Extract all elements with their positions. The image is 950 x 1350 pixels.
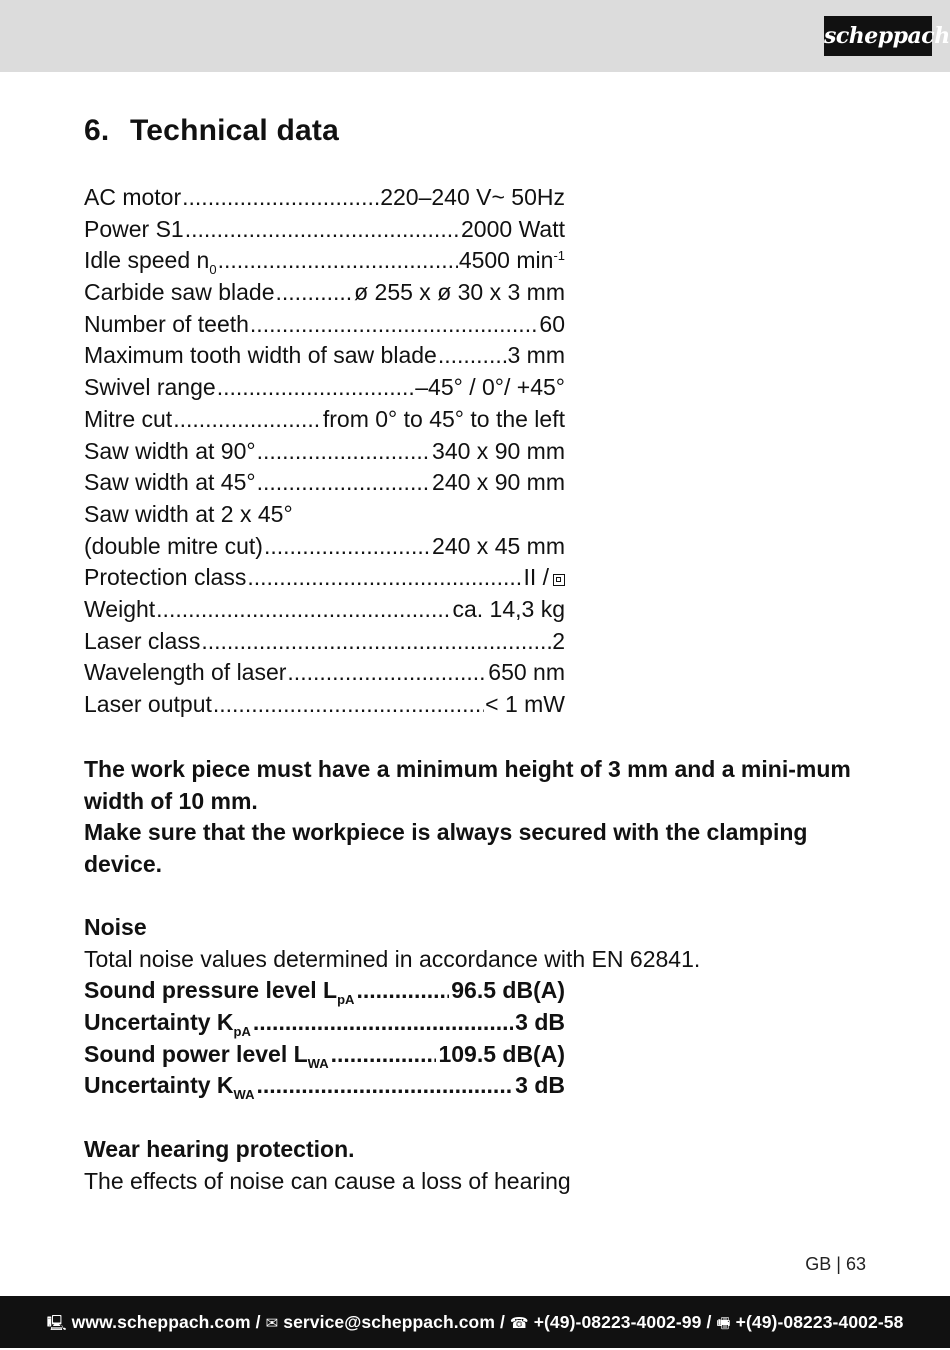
footer-separator: /: [499, 1312, 510, 1332]
spec-row-saw-width-90: [84, 438, 565, 470]
leader-dots: [276, 279, 354, 306]
spec-value: 340 x 90 mm: [432, 437, 565, 464]
spec-value: 240 x 90 mm: [432, 469, 565, 496]
leader-dots: [213, 691, 484, 718]
notice-clamping: Make sure that the workpiece is always secured with the clamping device.: [84, 819, 808, 878]
spec-label: AC motor: [84, 184, 182, 210]
spec-row-mitre-cut: [84, 406, 565, 438]
spec-value: 220–240 V~ 50Hz: [380, 184, 565, 210]
noise-label-text: Sound power level L: [84, 1040, 308, 1067]
noise-section: [84, 912, 784, 1102]
hearing-text: The effects of noise can cause a loss of hearing: [84, 1167, 571, 1194]
spec-row-ac-motor: [84, 184, 565, 216]
footer-email[interactable]: service@scheppach.com: [283, 1312, 496, 1332]
noise-values: [84, 975, 565, 1102]
noise-label-subscript: WA: [233, 1087, 255, 1103]
spec-value: 650 nm: [488, 659, 565, 686]
spec-row-swivel-range: [84, 374, 565, 406]
noise-row-uncertainty-pa: [84, 1007, 565, 1039]
spec-value: 240 x 45 mm: [432, 532, 565, 559]
noise-row-uncertainty-wa: [84, 1070, 565, 1102]
fax-icon: 🖷: [716, 1315, 731, 1332]
header-band: [0, 0, 950, 72]
spec-label: Carbide saw blade: [84, 279, 275, 306]
spec-row-saw-blade: [84, 279, 565, 311]
spec-row-tooth-width: [84, 342, 565, 374]
spec-value: 2000 Watt: [461, 215, 565, 242]
spec-row-weight: [84, 596, 565, 628]
spec-label-text: Idle speed n: [84, 247, 210, 274]
spec-row-double-mitre: [84, 533, 565, 565]
leader-dots: [247, 564, 522, 591]
noise-label: [84, 1070, 255, 1111]
noise-value: 96.5 dB(A): [451, 977, 565, 1004]
leader-dots: [182, 184, 379, 211]
noise-value: 109.5 dB(A): [438, 1040, 565, 1067]
spec-label-subscript: 0: [209, 262, 217, 278]
spec-label: Power S1: [84, 215, 184, 242]
spec-label: Number of teeth: [84, 310, 249, 337]
hearing-section: [84, 1134, 571, 1197]
spec-value-superscript: -1: [553, 248, 565, 264]
spec-value: 3 mm: [507, 342, 565, 369]
noise-label-text: Uncertainty K: [84, 1072, 234, 1099]
leader-dots: [331, 1039, 437, 1071]
spec-row-wavelength: [84, 659, 565, 691]
leader-dots: [356, 975, 449, 1007]
footer-separator: /: [706, 1312, 717, 1332]
leader-dots: [264, 533, 431, 560]
noise-value: 3 dB: [515, 1009, 565, 1036]
spec-value: [523, 564, 565, 591]
leader-dots: [156, 596, 451, 623]
spec-value: –45° / 0°/ +45°: [415, 374, 565, 401]
noise-label-subscript: WA: [307, 1055, 329, 1071]
spec-value: [459, 247, 565, 274]
footer-bar: [0, 1296, 950, 1348]
noise-value: 3 dB: [515, 1072, 565, 1099]
leader-dots: [257, 438, 431, 465]
spec-row-saw-width-45: [84, 469, 565, 501]
leader-dots: [257, 1070, 514, 1102]
page-number: GB | 63: [805, 1254, 866, 1274]
noise-label-subscript: pA: [233, 1024, 251, 1040]
footer-separator: /: [255, 1312, 266, 1332]
spec-value: < 1 mW: [485, 691, 565, 717]
spec-label: Wavelength of laser: [84, 659, 287, 686]
protection-class-ii-icon: [553, 574, 565, 586]
spec-label: Saw width at 45°: [84, 469, 256, 496]
spec-label: Maximum tooth width of saw blade: [84, 342, 437, 369]
leader-dots: [201, 628, 551, 655]
noise-row-sound-power: [84, 1039, 565, 1071]
spec-label: Protection class: [84, 564, 247, 591]
spec-row-idle-speed: [84, 247, 565, 279]
phone-icon: ☎: [509, 1315, 529, 1332]
leader-dots: [218, 247, 458, 274]
spec-label: Mitre cut: [84, 405, 173, 432]
spec-label: Saw width at 90°: [84, 437, 256, 464]
spec-value: from 0° to 45° to the left: [322, 405, 565, 432]
spec-label: Laser output: [84, 691, 212, 717]
notice-min-size: The work piece must have a minimum height of 3 mm and a mini-mum width of 10 mm.: [84, 756, 851, 814]
section-title-text: Technical data: [130, 114, 339, 147]
spec-row-power: [84, 216, 565, 248]
envelope-icon: ✉: [265, 1315, 279, 1332]
spec-value: 60: [539, 310, 565, 337]
spec-label: Saw width at 2 x 45°: [84, 500, 293, 527]
leader-dots: [217, 374, 415, 401]
spec-list: [84, 184, 565, 723]
noise-heading: Noise: [84, 914, 147, 940]
leader-dots: [173, 406, 322, 433]
leader-dots: [250, 311, 538, 338]
spec-row-saw-width-2x45: [84, 501, 565, 533]
spec-row-teeth: [84, 311, 565, 343]
leader-dots: [257, 469, 431, 496]
noise-label-text: Sound pressure level L: [84, 977, 338, 1004]
footer-fax: +(49)-08223-4002-58: [735, 1312, 904, 1332]
leader-dots: [287, 659, 487, 686]
noise-label-subscript: pA: [337, 992, 355, 1008]
hearing-heading: Wear hearing protection.: [84, 1136, 355, 1162]
spec-row-laser-output: [84, 691, 565, 723]
leader-dots: [185, 216, 460, 243]
spec-label: [84, 247, 217, 277]
spec-value: ca. 14,3 kg: [452, 595, 565, 622]
section-number: 6.: [84, 114, 110, 147]
spec-value-text: 4500 min: [458, 247, 554, 274]
spec-label: Laser class: [84, 627, 201, 654]
spec-label: Swivel range: [84, 374, 216, 401]
section-title: [84, 114, 339, 148]
spec-label: Weight: [84, 595, 156, 622]
spec-value: 2: [552, 627, 565, 654]
workpiece-notice: [84, 754, 874, 881]
footer-website[interactable]: www.scheppach.com: [71, 1312, 251, 1332]
spec-value-text: II /: [523, 564, 549, 591]
noise-row-sound-pressure: [84, 975, 565, 1007]
footer-phone: +(49)-08223-4002-99: [533, 1312, 702, 1332]
spec-row-laser-class: [84, 628, 565, 660]
noise-intro: Total noise values determined in accordance with EN 62841.: [84, 945, 701, 972]
leader-dots: [253, 1007, 513, 1039]
spec-value: ø 255 x ø 30 x 3 mm: [354, 279, 565, 306]
spec-row-protection-class: [84, 564, 565, 596]
scheppach-logo: scheppach: [824, 16, 932, 56]
leader-dots: [438, 342, 507, 369]
noise-label-text: Uncertainty K: [84, 1009, 234, 1036]
computer-icon: 🖳: [46, 1315, 67, 1332]
spec-label: (double mitre cut): [84, 532, 263, 559]
